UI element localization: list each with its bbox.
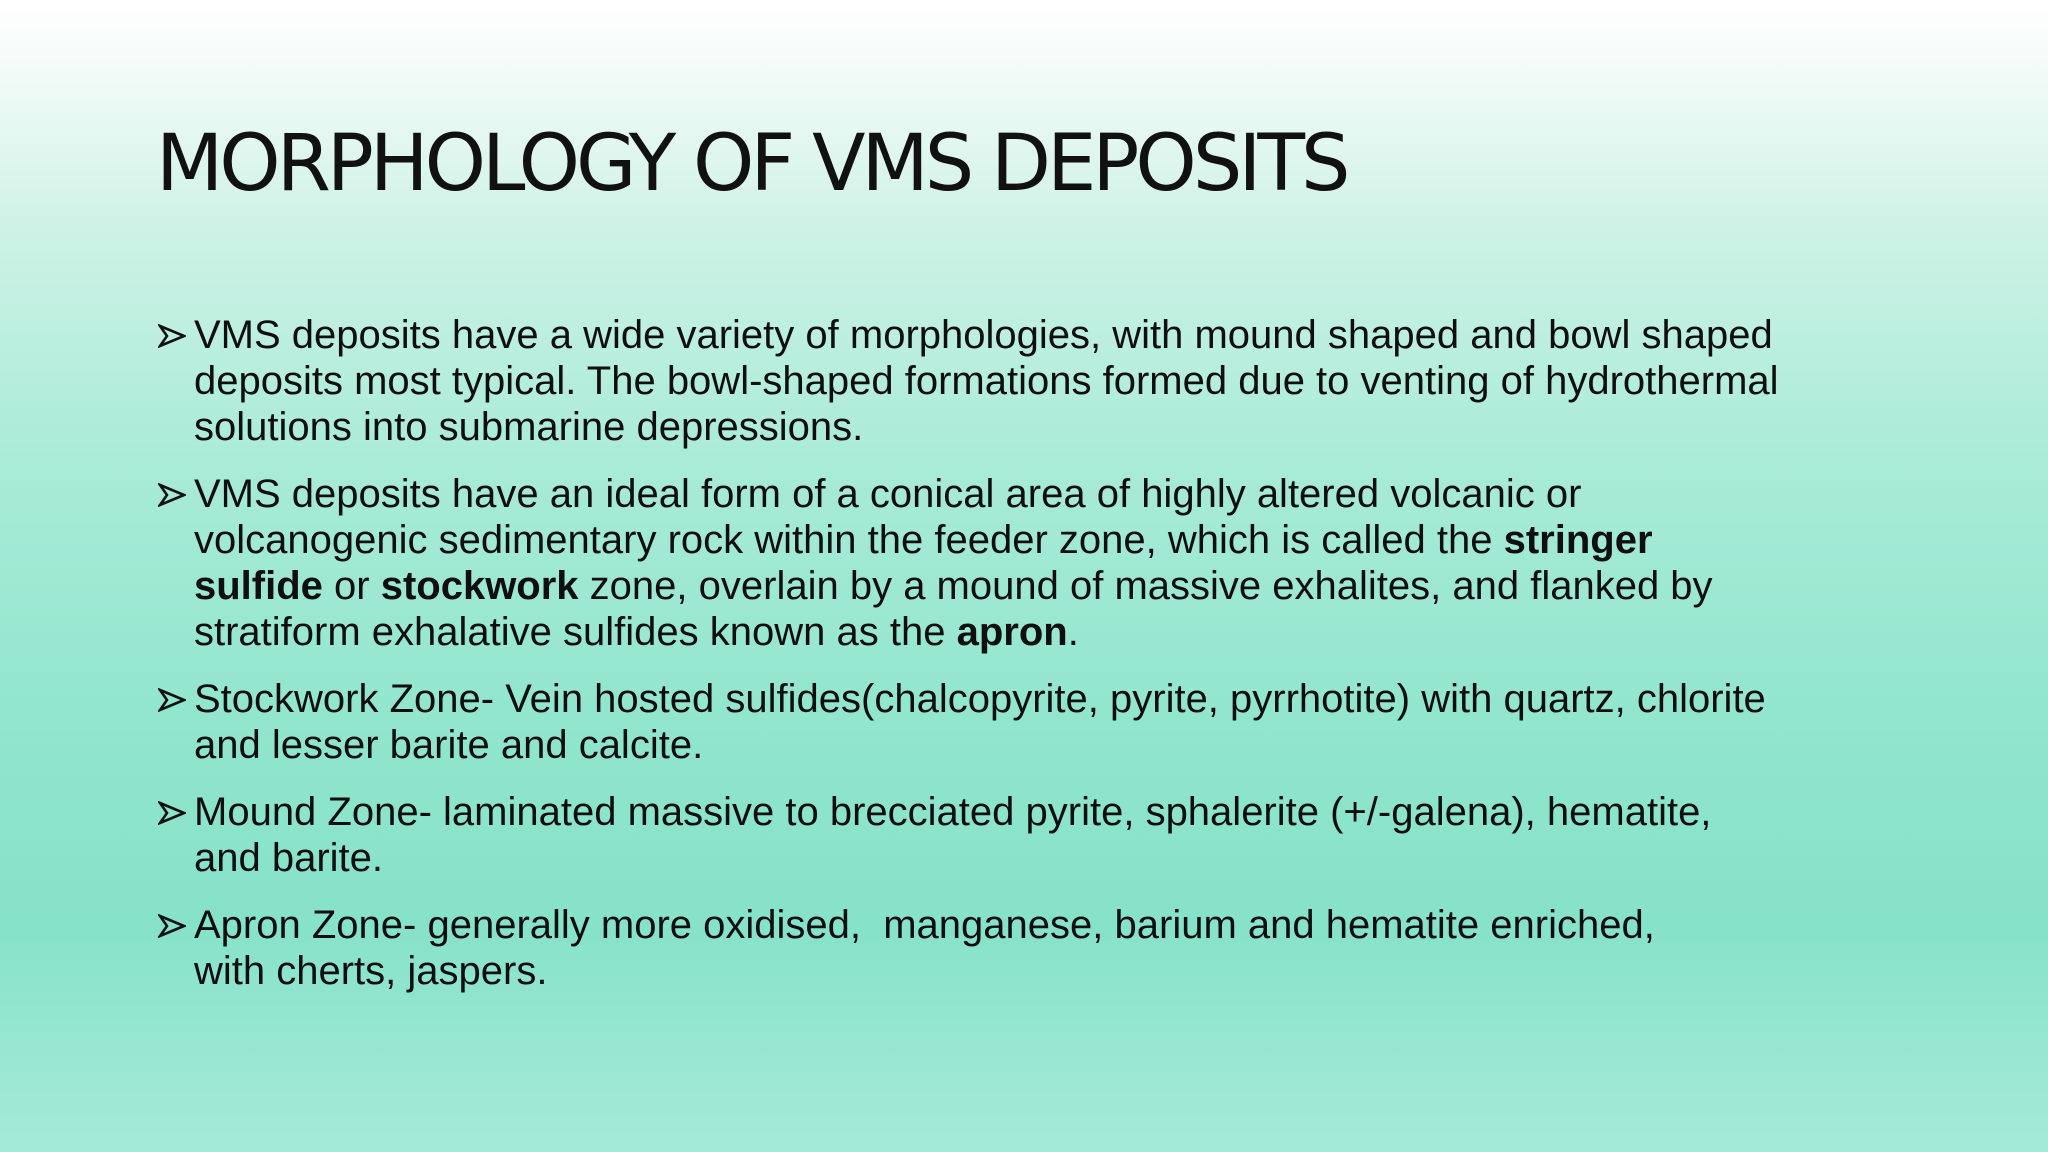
bullet-line: VMS deposits have an ideal form of a conical area of highly altered volcanic or <box>194 472 1582 516</box>
arrow-bullet-icon <box>158 688 186 712</box>
arrow-bullet-icon <box>158 483 186 507</box>
bullet-text: zone, overlain by a mound of massive exhalites, and flanked by <box>578 564 1713 608</box>
bullet-line: Stockwork Zone- Vein hosted sulfides(chalcopyrite, pyrite, pyrrhotite) with quartz, chlorite <box>194 677 1766 721</box>
bullet-line <box>194 563 1916 609</box>
bullet-line: Mound Zone- laminated massive to brecciated pyrite, sphalerite (+/-galena), hematite, <box>194 790 1712 834</box>
bullet-text: stratiform exhalative sulfides known as the <box>194 610 957 654</box>
bullet-line: and lesser barite and calcite. <box>194 723 704 767</box>
bullet-line: with cherts, jaspers. <box>194 949 548 993</box>
term-sulfide: sulfide <box>194 564 323 608</box>
slide-title: MORPHOLOGY OF VMS DEPOSITS <box>156 119 1347 209</box>
bullet-line: Apron Zone- generally more oxidised, manganese, barium and hematite enriched, <box>194 903 1655 947</box>
bullet-ideal-form <box>156 471 1916 655</box>
term-apron: apron <box>956 610 1068 654</box>
bullet-line: solutions into submarine depressions. <box>194 405 864 449</box>
bullet-list <box>156 312 1916 1015</box>
bullet-text: . <box>1067 610 1079 654</box>
term-stockwork: stockwork <box>380 564 579 608</box>
bullet-line: VMS deposits have a wide variety of morphologies, with mound shaped and bowl shaped <box>194 313 1773 357</box>
bullet-apron-zone <box>156 902 1916 994</box>
bullet-line: deposits most typical. The bowl-shaped formations formed due to venting of hydrothermal <box>194 359 1779 403</box>
bullet-mound-zone <box>156 789 1916 881</box>
bullet-text: or <box>322 564 381 608</box>
term-stringer: stringer <box>1503 518 1653 562</box>
bullet-line <box>194 609 1916 655</box>
bullet-line: and barite. <box>194 836 384 880</box>
bullet-morphology-variety <box>156 312 1916 450</box>
arrow-bullet-icon <box>158 914 186 938</box>
arrow-bullet-icon <box>158 801 186 825</box>
bullet-line <box>194 517 1916 563</box>
bullet-stockwork-zone <box>156 676 1916 768</box>
bullet-text: volcanogenic sedimentary rock within the feeder zone, which is called the <box>194 518 1504 562</box>
arrow-bullet-icon <box>158 324 186 348</box>
